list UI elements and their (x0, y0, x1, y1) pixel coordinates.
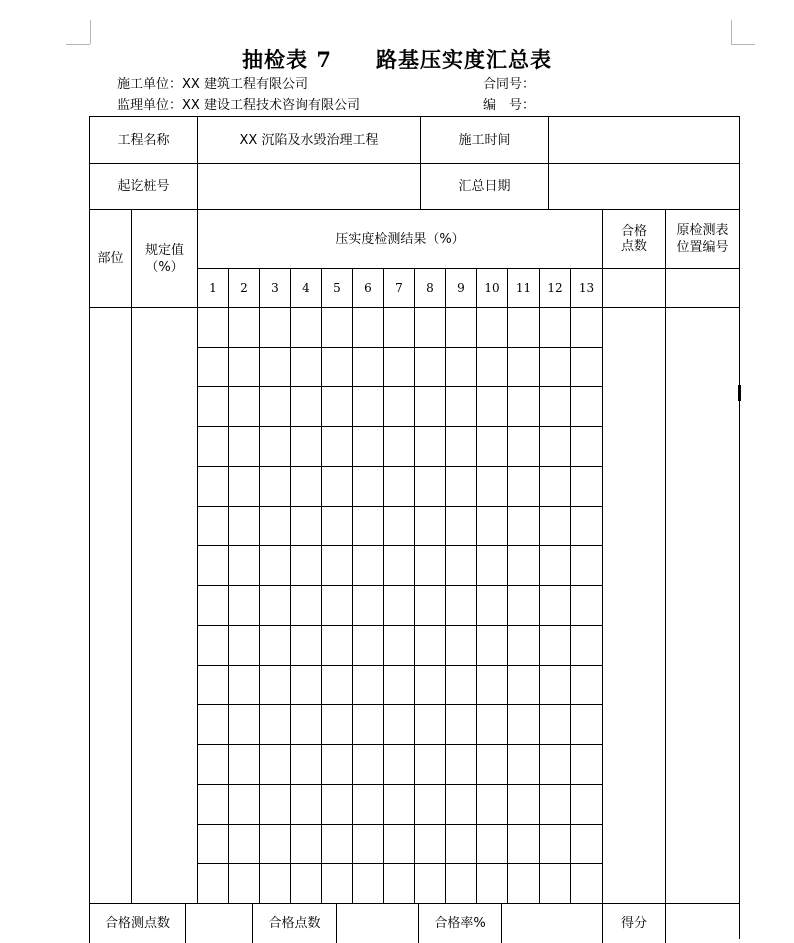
pass-rate-value[interactable] (501, 903, 602, 943)
result-cell[interactable] (570, 824, 602, 864)
result-cell[interactable] (228, 824, 259, 864)
result-cell[interactable] (507, 744, 539, 784)
result-cell[interactable] (228, 426, 259, 466)
result-cell[interactable] (445, 347, 476, 387)
result-cell[interactable] (476, 744, 507, 784)
result-cell[interactable] (539, 744, 570, 784)
result-cell[interactable] (228, 466, 259, 506)
result-cell[interactable] (445, 665, 476, 705)
result-cell[interactable] (445, 744, 476, 784)
result-cell[interactable] (414, 347, 445, 387)
result-cell[interactable] (290, 426, 321, 466)
result-cell[interactable] (476, 665, 507, 705)
qualified-points-value[interactable] (336, 903, 418, 943)
table-right-border (739, 116, 740, 939)
result-cell[interactable] (197, 386, 228, 426)
result-cell[interactable] (507, 545, 539, 585)
result-cell[interactable] (539, 347, 570, 387)
result-cell[interactable] (290, 784, 321, 824)
spec-value-column-body[interactable] (131, 307, 197, 903)
result-cell[interactable] (383, 466, 414, 506)
result-cell[interactable] (570, 665, 602, 705)
result-cell[interactable] (259, 426, 290, 466)
result-cell[interactable] (414, 545, 445, 585)
result-cell[interactable] (290, 506, 321, 546)
result-cell[interactable] (570, 466, 602, 506)
result-cell[interactable] (228, 585, 259, 625)
result-cell[interactable] (539, 625, 570, 665)
result-cell[interactable] (290, 625, 321, 665)
result-index-1: 1 (197, 268, 228, 307)
result-cell[interactable] (228, 347, 259, 387)
result-cell[interactable] (476, 863, 507, 903)
pass-rate-label: 合格率% (418, 903, 501, 943)
result-cell[interactable] (228, 784, 259, 824)
qualified-points-label: 合格点数 (252, 903, 336, 943)
result-cell[interactable] (445, 307, 476, 347)
result-cell[interactable] (570, 506, 602, 546)
result-cell[interactable] (197, 625, 228, 665)
result-cell[interactable] (414, 426, 445, 466)
result-cell[interactable] (570, 625, 602, 665)
result-cell[interactable] (476, 506, 507, 546)
result-cell[interactable] (383, 863, 414, 903)
result-cell[interactable] (476, 585, 507, 625)
result-cell[interactable] (321, 665, 352, 705)
result-cell[interactable] (539, 466, 570, 506)
result-cell[interactable] (539, 824, 570, 864)
result-cell[interactable] (197, 784, 228, 824)
spec-value-header: 规定值 （%） (131, 209, 197, 307)
result-cell[interactable] (321, 426, 352, 466)
result-cell[interactable] (259, 744, 290, 784)
result-cell[interactable] (259, 665, 290, 705)
result-cell[interactable] (539, 386, 570, 426)
result-cell[interactable] (383, 625, 414, 665)
result-cell[interactable] (476, 307, 507, 347)
result-cell[interactable] (445, 784, 476, 824)
result-cell[interactable] (445, 704, 476, 744)
result-cell[interactable] (259, 466, 290, 506)
result-cell[interactable] (414, 307, 445, 347)
page-corner-mark (90, 20, 91, 44)
result-cell[interactable] (383, 665, 414, 705)
result-cell[interactable] (476, 625, 507, 665)
result-cell[interactable] (228, 704, 259, 744)
result-cell[interactable] (414, 824, 445, 864)
result-cell[interactable] (197, 863, 228, 903)
result-cell[interactable] (414, 625, 445, 665)
result-cell[interactable] (414, 585, 445, 625)
result-cell[interactable] (228, 625, 259, 665)
result-cell[interactable] (383, 307, 414, 347)
result-cell[interactable] (197, 347, 228, 387)
result-cell[interactable] (290, 704, 321, 744)
result-cell[interactable] (570, 704, 602, 744)
result-cell[interactable] (383, 545, 414, 585)
result-cell[interactable] (570, 386, 602, 426)
result-cell[interactable] (352, 426, 383, 466)
result-cell[interactable] (228, 307, 259, 347)
result-cell[interactable] (352, 307, 383, 347)
result-cell[interactable] (352, 506, 383, 546)
result-cell[interactable] (445, 625, 476, 665)
result-cell[interactable] (476, 426, 507, 466)
result-cell[interactable] (476, 347, 507, 387)
result-cell[interactable] (445, 824, 476, 864)
document-title: 抽检表 7 路基压实度汇总表 (242, 47, 552, 72)
original-location-subcell (665, 268, 739, 307)
result-cell[interactable] (414, 863, 445, 903)
result-cell[interactable] (539, 863, 570, 903)
position-column-body[interactable] (89, 307, 131, 903)
result-index-12: 12 (539, 268, 570, 307)
result-cell[interactable] (259, 784, 290, 824)
result-cell[interactable] (259, 585, 290, 625)
result-cell[interactable] (259, 506, 290, 546)
station-label: 起讫桩号 (89, 163, 197, 209)
result-cell[interactable] (570, 744, 602, 784)
summary-date-value[interactable] (548, 163, 739, 209)
result-cell[interactable] (197, 585, 228, 625)
result-cell[interactable] (197, 466, 228, 506)
result-cell[interactable] (570, 426, 602, 466)
result-cell[interactable] (539, 545, 570, 585)
station-value[interactable] (197, 163, 420, 209)
result-cell[interactable] (197, 545, 228, 585)
result-cell[interactable] (197, 506, 228, 546)
result-cell[interactable] (476, 824, 507, 864)
result-cell[interactable] (383, 784, 414, 824)
result-cell[interactable] (352, 347, 383, 387)
result-cell[interactable] (321, 545, 352, 585)
result-cell[interactable] (321, 744, 352, 784)
result-cell[interactable] (539, 585, 570, 625)
result-cell[interactable] (352, 863, 383, 903)
result-cell[interactable] (321, 585, 352, 625)
result-cell[interactable] (476, 466, 507, 506)
result-cell[interactable] (352, 665, 383, 705)
serial-number: 编 号： (483, 98, 536, 113)
result-cell[interactable] (507, 386, 539, 426)
result-cell[interactable] (445, 466, 476, 506)
result-cell[interactable] (259, 307, 290, 347)
result-cell[interactable] (197, 307, 228, 347)
result-index-9: 9 (445, 268, 476, 307)
result-cell[interactable] (507, 704, 539, 744)
result-index-6: 6 (352, 268, 383, 307)
result-cell[interactable] (476, 386, 507, 426)
result-cell[interactable] (570, 347, 602, 387)
result-cell[interactable] (507, 863, 539, 903)
result-index-7: 7 (383, 268, 414, 307)
result-cell[interactable] (539, 426, 570, 466)
result-cell[interactable] (507, 506, 539, 546)
result-index-13: 13 (570, 268, 602, 307)
result-cell[interactable] (383, 704, 414, 744)
result-cell[interactable] (476, 545, 507, 585)
result-cell[interactable] (321, 824, 352, 864)
result-cell[interactable] (445, 863, 476, 903)
result-cell[interactable] (383, 585, 414, 625)
result-cell[interactable] (228, 545, 259, 585)
result-cell[interactable] (539, 506, 570, 546)
result-cell[interactable] (507, 625, 539, 665)
result-cell[interactable] (383, 744, 414, 784)
result-index-10: 10 (476, 268, 507, 307)
position-header: 部位 (89, 209, 131, 307)
score-label: 得分 (602, 903, 665, 943)
result-cell[interactable] (197, 824, 228, 864)
result-cell[interactable] (290, 545, 321, 585)
result-cell[interactable] (570, 863, 602, 903)
result-index-11: 11 (507, 268, 539, 307)
result-cell[interactable] (259, 625, 290, 665)
result-cell[interactable] (570, 545, 602, 585)
result-cell[interactable] (507, 307, 539, 347)
page-corner-mark (731, 20, 732, 44)
result-cell[interactable] (290, 347, 321, 387)
result-cell[interactable] (352, 386, 383, 426)
result-cell[interactable] (445, 426, 476, 466)
result-cell[interactable] (259, 545, 290, 585)
result-cell[interactable] (290, 863, 321, 903)
pass-points-header: 合格 点数 (602, 209, 665, 268)
result-cell[interactable] (352, 625, 383, 665)
pass-points-column-body[interactable] (602, 307, 665, 903)
result-cell[interactable] (259, 863, 290, 903)
result-cell[interactable] (290, 824, 321, 864)
result-index-3: 3 (259, 268, 290, 307)
result-cell[interactable] (414, 506, 445, 546)
result-cell[interactable] (476, 784, 507, 824)
result-cell[interactable] (476, 704, 507, 744)
result-cell[interactable] (352, 784, 383, 824)
pass-points-subcell (602, 268, 665, 307)
result-index-8: 8 (414, 268, 445, 307)
result-cell[interactable] (352, 585, 383, 625)
result-cell[interactable] (445, 585, 476, 625)
result-index-2: 2 (228, 268, 259, 307)
construction-time-value[interactable] (548, 116, 739, 163)
score-value[interactable] (665, 903, 739, 943)
result-cell[interactable] (290, 466, 321, 506)
original-location-column-body[interactable] (665, 307, 739, 903)
result-cell[interactable] (321, 704, 352, 744)
result-cell[interactable] (383, 506, 414, 546)
result-cell[interactable] (290, 307, 321, 347)
result-cell[interactable] (321, 784, 352, 824)
result-cell[interactable] (445, 506, 476, 546)
project-name-value[interactable]: XX 沉陷及水毁治理工程 (197, 116, 420, 163)
result-cell[interactable] (352, 704, 383, 744)
result-cell[interactable] (197, 744, 228, 784)
result-cell[interactable] (507, 426, 539, 466)
result-cell[interactable] (507, 665, 539, 705)
result-cell[interactable] (570, 784, 602, 824)
result-cell[interactable] (290, 386, 321, 426)
result-cell[interactable] (259, 347, 290, 387)
result-cell[interactable] (352, 744, 383, 784)
result-cell[interactable] (507, 784, 539, 824)
result-cell[interactable] (539, 307, 570, 347)
result-cell[interactable] (321, 506, 352, 546)
result-cell[interactable] (507, 466, 539, 506)
result-cell[interactable] (290, 665, 321, 705)
results-header: 压实度检测结果（%） (197, 209, 602, 268)
result-cell[interactable] (321, 386, 352, 426)
result-cell[interactable] (414, 704, 445, 744)
result-cell[interactable] (197, 665, 228, 705)
result-cell[interactable] (507, 347, 539, 387)
result-cell[interactable] (414, 665, 445, 705)
result-cell[interactable] (539, 784, 570, 824)
result-cell[interactable] (228, 386, 259, 426)
contract-number: 合同号： (483, 77, 536, 92)
result-cell[interactable] (321, 307, 352, 347)
result-cell[interactable] (570, 585, 602, 625)
result-cell[interactable] (259, 824, 290, 864)
qualified-measure-points-label: 合格测点数 (89, 903, 185, 943)
result-cell[interactable] (414, 744, 445, 784)
result-cell[interactable] (228, 863, 259, 903)
result-cell[interactable] (383, 386, 414, 426)
result-cell[interactable] (414, 466, 445, 506)
result-cell[interactable] (507, 824, 539, 864)
result-index-4: 4 (290, 268, 321, 307)
result-cell[interactable] (539, 704, 570, 744)
result-cell[interactable] (570, 307, 602, 347)
construction-time-label: 施工时间 (420, 116, 548, 163)
qualified-measure-points-value[interactable] (185, 903, 252, 943)
original-location-header: 原检测表 位置编号 (665, 209, 739, 268)
project-name-label: 工程名称 (89, 116, 197, 163)
result-cell[interactable] (197, 704, 228, 744)
result-cell[interactable] (228, 665, 259, 705)
result-index-5: 5 (321, 268, 352, 307)
result-cell[interactable] (321, 466, 352, 506)
result-cell[interactable] (352, 545, 383, 585)
result-cell[interactable] (414, 784, 445, 824)
result-cell[interactable] (383, 824, 414, 864)
result-cell[interactable] (383, 347, 414, 387)
result-cell[interactable] (414, 386, 445, 426)
result-cell[interactable] (383, 426, 414, 466)
result-cell[interactable] (290, 585, 321, 625)
result-cell[interactable] (228, 744, 259, 784)
result-cell[interactable] (352, 824, 383, 864)
result-cell[interactable] (445, 386, 476, 426)
result-cell[interactable] (259, 386, 290, 426)
result-cell[interactable] (259, 704, 290, 744)
result-cell[interactable] (321, 863, 352, 903)
construction-unit: 施工单位：XX 建筑工程有限公司 (117, 77, 308, 92)
result-cell[interactable] (290, 744, 321, 784)
supervision-unit: 监理单位：XX 建设工程技术咨询有限公司 (117, 98, 360, 113)
result-cell[interactable] (352, 466, 383, 506)
result-cell[interactable] (539, 665, 570, 705)
summary-date-label: 汇总日期 (420, 163, 548, 209)
result-cell[interactable] (321, 625, 352, 665)
result-cell[interactable] (228, 506, 259, 546)
result-cell[interactable] (321, 347, 352, 387)
result-cell[interactable] (197, 426, 228, 466)
result-cell[interactable] (507, 585, 539, 625)
result-cell[interactable] (445, 545, 476, 585)
